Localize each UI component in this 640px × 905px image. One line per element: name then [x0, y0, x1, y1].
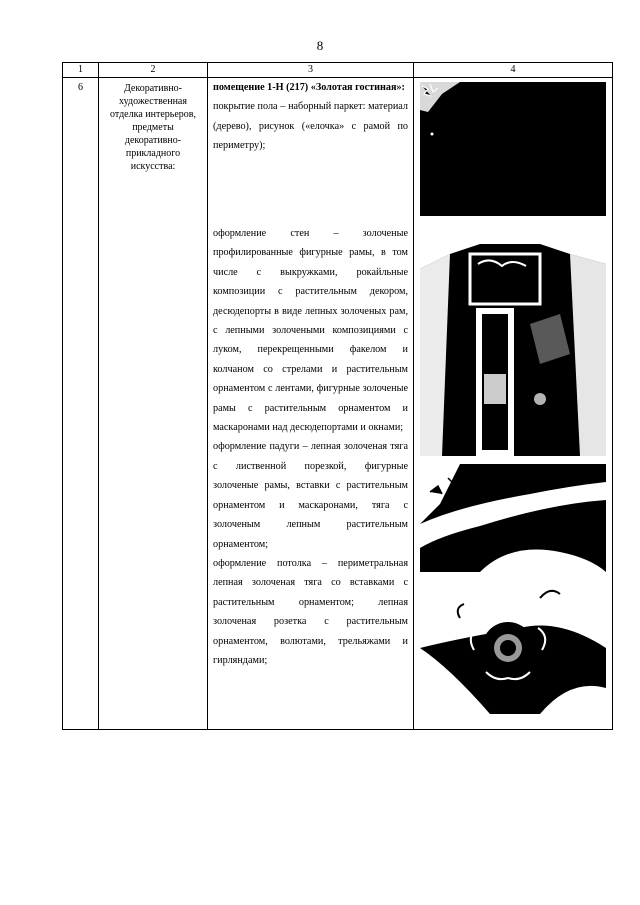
col-header-4: 4 — [414, 63, 613, 78]
monument-subject-table — [62, 62, 613, 730]
floor-description: покрытие пола – наборный паркет: материал (дерево), рисунок («елочка» с рамой по периметру); — [213, 101, 408, 152]
col-header-3: 3 — [208, 63, 414, 78]
col-header-1: 1 — [63, 63, 99, 78]
room-title: помещение 1-Н (217) «Золотая гостиная»: — [213, 82, 405, 93]
photo-column — [414, 78, 613, 730]
page-number: 8 — [316, 38, 324, 53]
ceiling-description: оформление потолка – периметральная лепная золоченая тяга со вставками с растительным орнаментом; лепная золоченая розетка с растительным орнаментом, волютами, трельяжами и гирляндами; — [213, 557, 408, 666]
floor-photo — [420, 82, 606, 216]
walls-description: оформление стен – золоченые профилированные фигурные рамы, в том числе с выкружками, рокайльные композиции с растительным декором, десюдепорты в виде лепных золоченых рам, с лепными золочеными композициями с луком, перекрещенными факелом и колчаном со стрелами и растительным орнаментом с лентами, фигурные золоченые рамы с растительным орнаментом и маскаронами над десюдепортами и окнами; — [213, 228, 408, 434]
ceiling-photo — [420, 578, 606, 714]
row-description — [208, 78, 414, 730]
cove-photo — [420, 464, 606, 572]
row-number: 6 — [63, 78, 99, 730]
walls-photo — [420, 224, 606, 456]
row-category: Декоративно-художественная отделка интерьеров, предметы декоративно-прикладного искусства: — [99, 78, 208, 730]
table-row — [63, 78, 613, 730]
cove-description: оформление падуги – лепная золоченая тяга с лиственной порезкой, фигурные золоченые рамы, вставки с растительным орнаментом и маскаронами, тяга с золоченым лепным растительным орнаментом; — [213, 441, 408, 550]
table-header-row — [63, 63, 613, 78]
col-header-2: 2 — [99, 63, 208, 78]
